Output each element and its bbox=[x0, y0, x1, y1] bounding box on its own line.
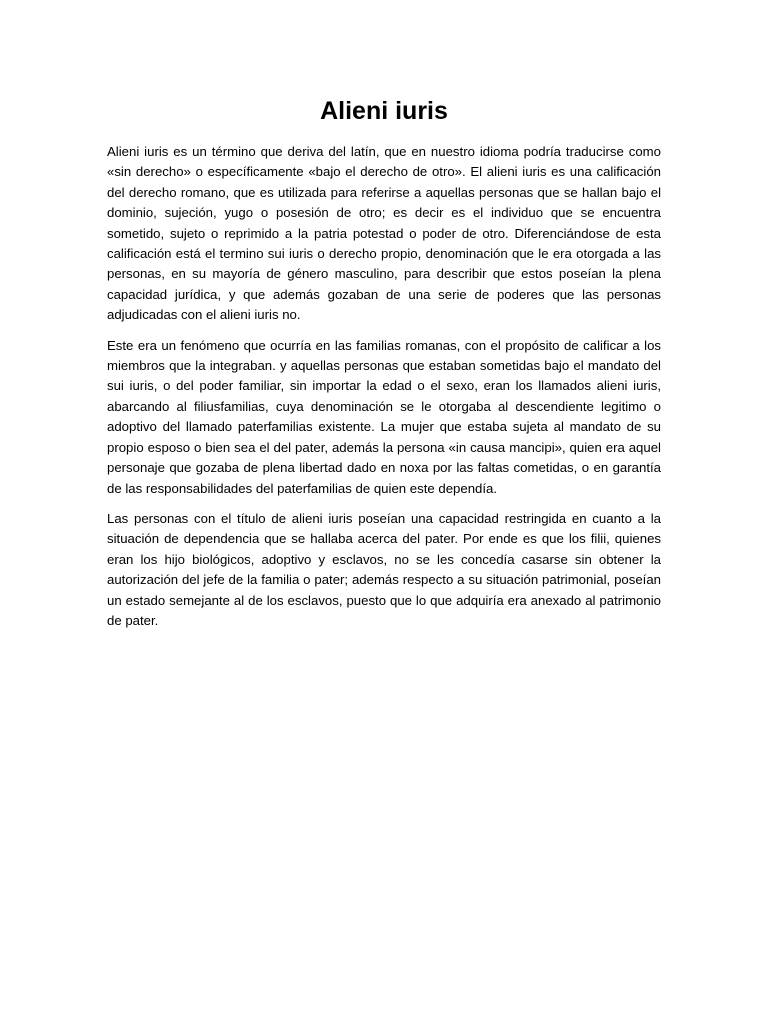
document-title: Alieni iuris bbox=[320, 97, 448, 125]
document-body bbox=[107, 142, 661, 641]
paragraph-1: Alieni iuris es un término que deriva del latín, que en nuestro idioma podría traducirse como «sin derecho» o específicamente «bajo el derecho de otro». El alieni iuris es una calificación del derecho romano, que es utilizada para referirse a aquellas personas que se hallan bajo el dominio, sujeción, yugo o posesión de otro; es decir es el individuo que se encuentra sometido, sujeto o reprimido a la patria potestad o poder de otro. Diferenciándose de esta calificación está el termino sui iuris o derecho propio, denominación que le era otorgada a las personas, en su mayoría de género masculino, para describir que estos poseían la plena capacidad jurídica, y que además gozaban de una serie de poderes que las personas adjudicadas con el alieni iuris no. bbox=[107, 144, 661, 323]
paragraph-2: Este era un fenómeno que ocurría en las familias romanas, con el propósito de calificar a los miembros que la integraban. y aquellas personas que estaban sometidas bajo el mandato del sui iuris, o del poder familiar, sin importar la edad o el sexo, eran los llamados alieni iuris, abarcando al filiusfamilias, cuya denominación se le otorgaba al descendiente legitimo o adoptivo del llamado paterfamilias existente. La mujer que estaba sujeta al mandato de su propio esposo o bien sea el del pater, además la persona «in causa mancipi», quien era aquel personaje que gozaba de plena libertad dado en noxa por las faltas cometidas, o en garantía de las responsabilidades del paterfamilias de quien este dependía. bbox=[107, 337, 661, 496]
paragraph-3: Las personas con el título de alieni iuris poseían una capacidad restringida en cuanto a la situación de dependencia que se hallaba acerca del pater. Por ende es que los filii, quienes eran los hijo biológicos, adoptivo y esclavos, no se les concedía casarse sin obtener la autorización del jefe de la familia o pater; además respecto a su situación patrimonial, poseían un estado semejante al de los esclavos, puesto que lo que adquiría era anexado al patrimonio de pater. bbox=[107, 510, 661, 628]
